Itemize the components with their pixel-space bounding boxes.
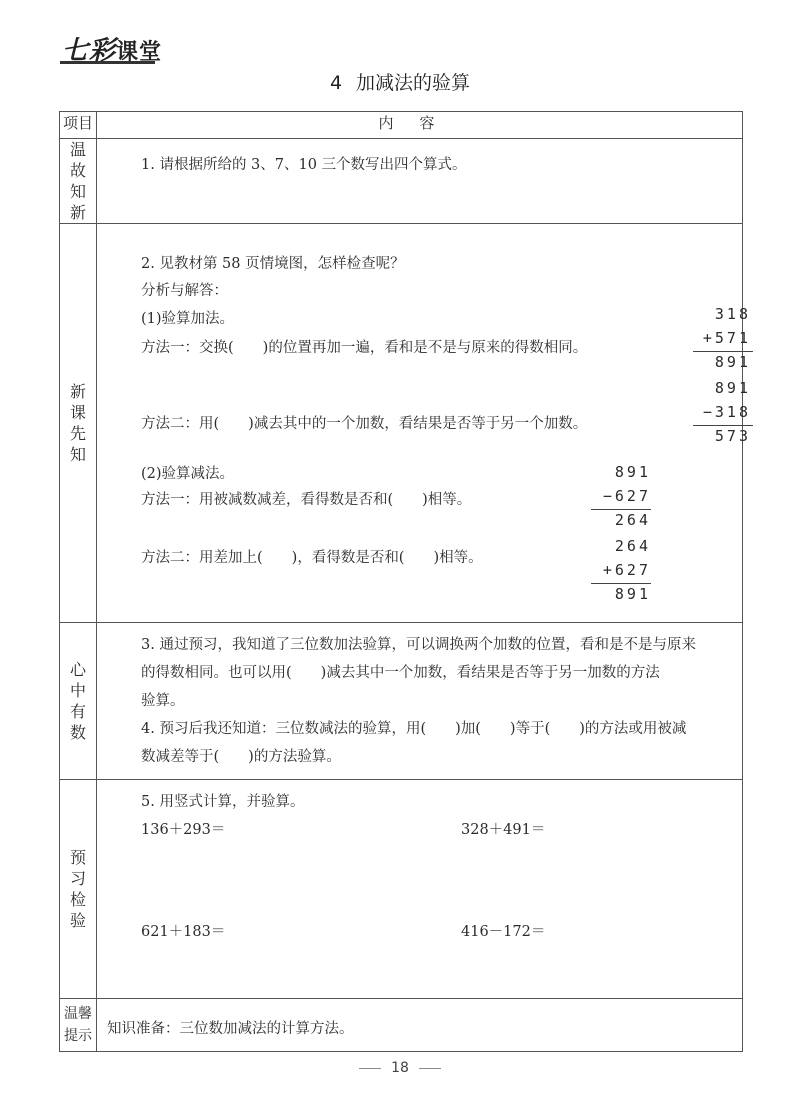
label-char: 先 <box>69 424 86 443</box>
calc-line: 891 <box>714 379 751 397</box>
label-char: 新 <box>69 382 86 401</box>
label-char: 故 <box>69 161 86 180</box>
label-char: 馨 <box>78 1006 92 1022</box>
question-3-line-2: 的得数相同。也可以用( )减去其中一个加数，看结果是否等于另一加数的方法 <box>141 665 660 681</box>
label-char: 预 <box>69 848 86 867</box>
question-5: 5. 用竖式计算，并验算。 <box>141 794 305 810</box>
brand-suffix: 课堂 <box>116 40 163 65</box>
calc-line: −627 <box>602 487 651 505</box>
worksheet-table <box>59 111 751 1052</box>
label-line <box>60 1025 96 1047</box>
label-char: 新 <box>69 203 86 222</box>
label-char: 检 <box>69 890 86 909</box>
header-item: 项目 <box>60 112 97 139</box>
label-char: 温 <box>64 1006 78 1022</box>
question-3-line-1: 3. 通过预习，我知道了三位数加法验算，可以调换两个加数的位置，看和是不是与原来 <box>141 637 696 653</box>
calc-line: 891 <box>614 585 651 603</box>
calc-line: 573 <box>714 427 751 445</box>
label-char: 示 <box>78 1028 92 1044</box>
calc-line: 891 <box>714 353 751 371</box>
add-method-1: 方法一：交换( )的位置再加一遍，看和是不是与原来的得数相同。 <box>141 340 588 356</box>
exercise-4: 416－172＝ <box>461 924 546 940</box>
calc-line: +627 <box>602 561 651 579</box>
calc-line: 891 <box>614 463 651 481</box>
vertical-calc-add-1 <box>683 302 751 374</box>
question-3-line-3: 验算。 <box>141 693 185 709</box>
calc-line: −318 <box>702 403 751 421</box>
content-tips <box>97 999 743 1052</box>
calc-rule <box>591 583 651 584</box>
label-char: 心 <box>69 660 86 679</box>
lesson-number: 4 <box>329 72 343 94</box>
label-char: 数 <box>69 723 86 742</box>
label-char: 验 <box>69 911 86 930</box>
calc-rule <box>693 425 753 426</box>
row-mind <box>60 623 743 780</box>
label-mind <box>60 623 97 780</box>
page-title <box>0 68 800 95</box>
label-practice <box>60 780 97 999</box>
page-number-footer <box>0 1060 800 1076</box>
question-4-line-2: 数减差等于( )的方法验算。 <box>141 749 341 765</box>
exercise-1: 136＋293＝ <box>141 822 226 838</box>
label-new <box>60 224 97 623</box>
sub-method-1: 方法一：用被减数减差，看得数是否和( )相等。 <box>141 492 472 508</box>
vertical-calc-sub-2 <box>583 534 651 606</box>
calc-line: 264 <box>614 537 651 555</box>
brand-underline <box>60 61 155 64</box>
label-warmup <box>60 139 97 224</box>
sub-check-heading: (2)验算减法。 <box>141 466 235 482</box>
tips-text: 知识准备：三位数加减法的计算方法。 <box>107 1021 354 1037</box>
exercise-3: 621＋183＝ <box>141 924 226 940</box>
calc-line: +571 <box>702 329 751 347</box>
vertical-calc-sub-1 <box>583 460 651 532</box>
lesson-title: 加减法的验算 <box>356 72 471 94</box>
exercise-2: 328＋491＝ <box>461 822 546 838</box>
page-number: 18 <box>391 1060 409 1076</box>
table-header-row <box>60 112 743 139</box>
add-check-heading: (1)验算加法。 <box>141 311 235 327</box>
label-char: 中 <box>69 681 86 700</box>
analysis-label: 分析与解答： <box>141 283 228 299</box>
question-2: 2. 见教材第 58 页情境图，怎样检查呢？ <box>141 256 405 272</box>
content-practice <box>97 780 743 999</box>
row-new <box>60 224 743 623</box>
calc-line: 318 <box>714 305 751 323</box>
label-line <box>60 1003 96 1025</box>
row-warmup <box>60 139 743 224</box>
label-char: 习 <box>69 869 86 888</box>
header-content: 内容 <box>97 112 743 139</box>
question-1: 1. 请根据所给的 3、7、10 三个数写出四个算式。 <box>141 157 467 173</box>
label-char: 知 <box>69 445 86 464</box>
content-warmup <box>97 139 743 224</box>
content-new <box>97 224 751 623</box>
row-tips <box>60 999 743 1052</box>
label-char: 温 <box>69 140 86 159</box>
label-tips <box>60 999 97 1052</box>
label-char: 课 <box>69 403 86 422</box>
label-char: 知 <box>69 182 86 201</box>
footer-dash-right <box>419 1068 441 1069</box>
calc-line: 264 <box>614 511 651 529</box>
vertical-calc-add-2 <box>683 376 751 448</box>
label-char: 提 <box>64 1028 78 1044</box>
calc-rule <box>591 509 651 510</box>
question-4-line-1: 4. 预习后我还知道：三位数减法的验算，用( )加( )等于( )的方法或用被减 <box>141 721 687 737</box>
brand-mark: 七彩 <box>62 36 117 66</box>
footer-dash-left <box>359 1068 381 1069</box>
row-practice <box>60 780 743 999</box>
sub-method-2: 方法二：用差加上( )，看得数是否和( )相等。 <box>141 550 483 566</box>
add-method-2: 方法二：用( )减去其中的一个加数，看结果是否等于另一个加数。 <box>141 416 588 432</box>
label-char: 有 <box>69 702 86 721</box>
content-mind <box>97 623 743 780</box>
calc-rule <box>693 351 753 352</box>
